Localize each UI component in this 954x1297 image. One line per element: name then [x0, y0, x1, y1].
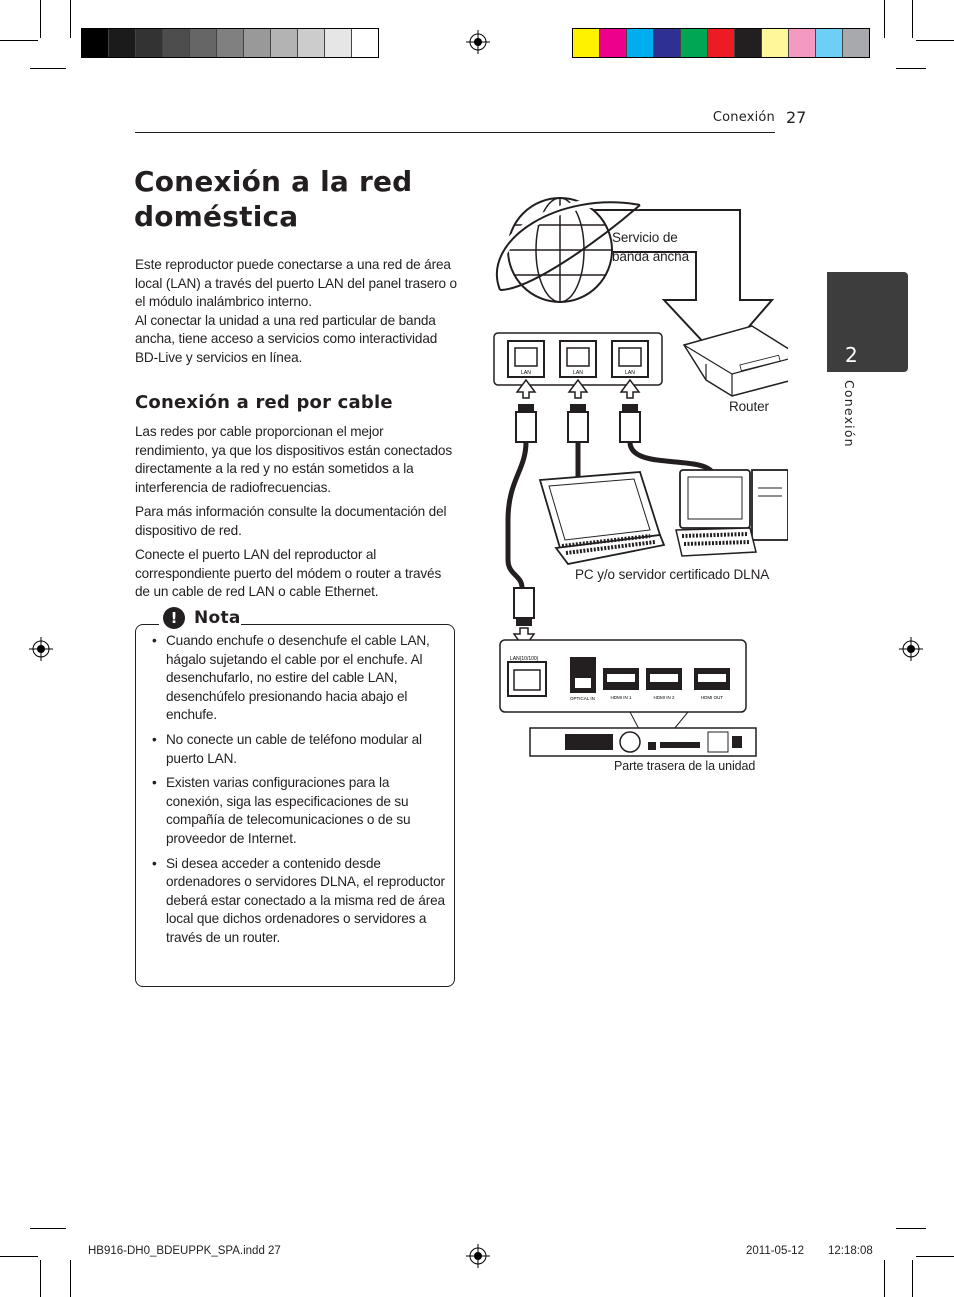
ethernet-plug: [514, 588, 534, 648]
router-label: Router: [729, 399, 769, 414]
footer-date: 2011-05-12: [746, 1245, 804, 1257]
gray-swatch: [217, 29, 244, 57]
footer-time: 12:18:08: [828, 1245, 873, 1257]
unit-rear-panel: [530, 728, 756, 756]
crop-mark: [0, 40, 38, 41]
registration-mark-icon: [899, 637, 923, 661]
color-swatch: [627, 29, 654, 57]
port-label: HDMI OUT: [700, 695, 724, 700]
color-swatch: [843, 29, 869, 57]
gray-swatch: [298, 29, 325, 57]
note-list: [150, 632, 445, 954]
list-item: • Si desea acceder a contenido desde ordenadores o servidores DLNA, el reproductor deberá estar conectado a la misma red de área local que dichos ordenadores o servidores a través de un router.: [150, 855, 445, 948]
wired-paragraph-3: Conecte el puerto LAN del reproductor al correspondiente puerto del módem o router a través de un cable de red LAN o cable Ethernet.: [135, 547, 442, 600]
gray-swatch: [352, 29, 378, 57]
crop-mark: [884, 1260, 885, 1297]
color-swatch: [762, 29, 789, 57]
port-label: OPTICAL IN: [570, 696, 595, 701]
crop-mark: [912, 1260, 913, 1297]
gray-swatch: [271, 29, 298, 57]
gray-swatch: [82, 29, 109, 57]
crop-mark: [896, 68, 926, 69]
color-swatch: [708, 29, 735, 57]
intro-paragraph: [135, 256, 457, 368]
ethernet-plug: [516, 404, 640, 442]
crop-mark: [30, 1228, 66, 1229]
registration-mark-icon: [466, 1244, 490, 1268]
gray-swatch: [163, 29, 190, 57]
optical-port: [575, 678, 591, 688]
port-label: HDMI IN 1: [610, 695, 632, 700]
header-rule: [135, 132, 775, 133]
crop-mark: [884, 0, 885, 38]
chapter-number: 2: [845, 343, 858, 367]
crop-mark: [70, 1260, 71, 1297]
color-calibration-bar: [572, 28, 870, 58]
exclamation-icon: !: [163, 607, 185, 629]
crop-mark: [916, 40, 954, 41]
crop-mark: [916, 1256, 954, 1257]
note-title: Nota: [194, 608, 241, 628]
color-swatch: [735, 29, 762, 57]
crop-mark: [40, 0, 41, 38]
footer-filename: HB916-DH0_BDEUPPK_SPA.indd 27: [88, 1245, 281, 1257]
router-port-label: LAN: [573, 370, 583, 376]
color-swatch: [600, 29, 627, 57]
broadband-label: Servicio de banda ancha: [612, 230, 689, 264]
router-port-label: LAN: [625, 370, 635, 376]
chapter-tab: [827, 272, 908, 372]
lan-cable: [508, 442, 526, 588]
color-swatch: [681, 29, 708, 57]
port-label: HDMI IN 2: [653, 695, 675, 700]
chapter-label: Conexión: [842, 380, 857, 448]
lan-cable: [630, 442, 712, 472]
crop-mark: [912, 0, 913, 38]
intro-text-1: Este reproductor puede conectarse a una red de área local (LAN) a través del puerto LAN del panel trasero o el módulo inalámbrico interno.: [135, 257, 457, 310]
router-port-label: LAN: [521, 370, 531, 376]
intro-text-2: Al conectar la unidad a una red particular de banda ancha, tiene acceso a servicios como interactividad BD-Live y servicios en línea.: [135, 312, 438, 365]
unit-rear-label: Parte trasera de la unidad: [614, 759, 756, 773]
running-header-section: Conexión: [712, 110, 775, 125]
color-swatch: [654, 29, 681, 57]
gray-swatch: [190, 29, 217, 57]
color-swatch: [816, 29, 843, 57]
crop-mark: [40, 1260, 41, 1297]
section-heading: Conexión a red por cable: [135, 392, 393, 413]
gray-swatch: [244, 29, 271, 57]
color-swatch: [573, 29, 600, 57]
laptop-icon: [540, 472, 664, 564]
hdmi-port: [603, 668, 730, 690]
crop-mark: [30, 68, 66, 69]
list-item: • No conecte un cable de teléfono modular al puerto LAN.: [150, 731, 445, 768]
network-connection-diagram: [488, 190, 788, 770]
color-swatch: [789, 29, 816, 57]
registration-mark-icon: [29, 637, 53, 661]
grayscale-calibration-bar: [81, 28, 379, 58]
crop-mark: [70, 0, 71, 38]
registration-mark-icon: [466, 30, 490, 54]
desktop-pc-icon: [676, 470, 788, 556]
port-label: LAN(10/100): [510, 656, 539, 662]
page-title: Conexión a la red doméstica: [134, 165, 413, 233]
pc-label: PC y/o servidor certificado DLNA: [575, 567, 770, 582]
wired-paragraph-2: Para más información consulte la documentación del dispositivo de red.: [135, 504, 447, 538]
wired-paragraph-1: Las redes por cable proporcionan el mejor rendimiento, ya que los dispositivos están conectados directamente a la red y no están sometidos a la interferencia de radiofrecuencias.: [135, 424, 452, 495]
note-header: [159, 605, 241, 631]
crop-mark: [896, 1228, 926, 1229]
unit-lan-port: [508, 662, 546, 696]
list-item: • Cuando enchufe o desenchufe el cable LAN, hágalo sujetando el cable por el enchufe. Al desenchufarlo, no estire del cable LAN, desenchúfelo presionando hacia abajo el enchufe.: [150, 632, 445, 725]
crop-mark: [0, 1256, 38, 1257]
gray-swatch: [109, 29, 136, 57]
page-number: 27: [786, 108, 807, 127]
gray-swatch: [136, 29, 163, 57]
list-item: • Existen varias configuraciones para la conexión, siga las especificaciones de su compañía de telecomunicaciones o de su proveedor de Internet.: [150, 774, 445, 848]
gray-swatch: [325, 29, 352, 57]
